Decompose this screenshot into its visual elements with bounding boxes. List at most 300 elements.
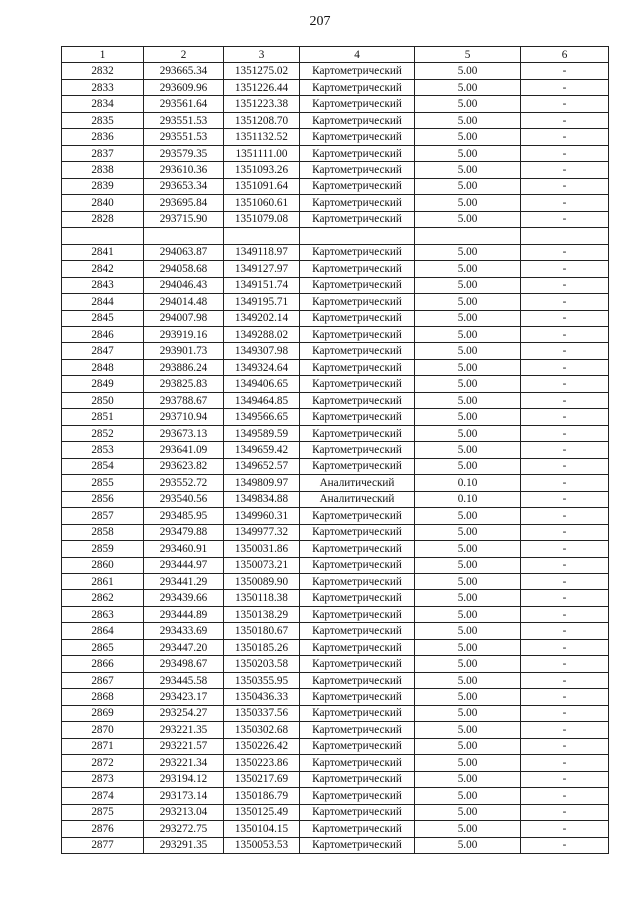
- description-cell: -: [521, 524, 609, 540]
- precision-cell: 0.10: [415, 475, 521, 491]
- point-number-cell: 2848: [62, 359, 144, 375]
- point-number-cell: 2843: [62, 277, 144, 293]
- method-cell: Картометрический: [300, 755, 415, 771]
- table-row: [62, 129, 609, 145]
- point-number-cell: 2852: [62, 425, 144, 441]
- precision-cell: 5.00: [415, 656, 521, 672]
- precision-cell: 5.00: [415, 178, 521, 194]
- precision-cell: 5.00: [415, 590, 521, 606]
- precision-cell: 5.00: [415, 524, 521, 540]
- x-coordinate-cell: 293665.34: [144, 63, 224, 79]
- precision-cell: 5.00: [415, 837, 521, 853]
- y-coordinate-cell: 1351132.52: [224, 129, 300, 145]
- x-coordinate-cell: 293423.17: [144, 689, 224, 705]
- description-cell: -: [521, 96, 609, 112]
- method-cell: Картометрический: [300, 244, 415, 260]
- table-row: [62, 804, 609, 820]
- x-coordinate-cell: 294046.43: [144, 277, 224, 293]
- y-coordinate-cell: 1350031.86: [224, 541, 300, 557]
- method-cell: Картометрический: [300, 656, 415, 672]
- description-cell: -: [521, 557, 609, 573]
- point-number-cell: 2855: [62, 475, 144, 491]
- point-number-cell: 2835: [62, 112, 144, 128]
- description-cell: -: [521, 343, 609, 359]
- method-cell: Картометрический: [300, 557, 415, 573]
- precision-cell: 0.10: [415, 491, 521, 507]
- precision-cell: 5.00: [415, 392, 521, 408]
- precision-cell: 5.00: [415, 755, 521, 771]
- x-coordinate-cell: 293610.36: [144, 162, 224, 178]
- x-coordinate-cell: 293441.29: [144, 574, 224, 590]
- y-coordinate-cell: 1350185.26: [224, 639, 300, 655]
- column-header-method: 4: [300, 47, 415, 63]
- point-number-cell: 2850: [62, 392, 144, 408]
- precision-cell: 5.00: [415, 804, 521, 820]
- point-number-cell: 2867: [62, 672, 144, 688]
- x-coordinate-cell: 293221.57: [144, 738, 224, 754]
- y-coordinate-cell: 1351208.70: [224, 112, 300, 128]
- x-coordinate-cell: 293254.27: [144, 705, 224, 721]
- point-number-cell: 2876: [62, 821, 144, 837]
- method-cell: Картометрический: [300, 821, 415, 837]
- point-number-cell: 2860: [62, 557, 144, 573]
- table-row: [62, 63, 609, 79]
- column-header-y: 3: [224, 47, 300, 63]
- description-cell: -: [521, 606, 609, 622]
- method-cell: Картометрический: [300, 409, 415, 425]
- description-cell: -: [521, 261, 609, 277]
- table-row: [62, 112, 609, 128]
- description-cell: -: [521, 722, 609, 738]
- table-row: [62, 310, 609, 326]
- y-coordinate-cell: 1351223.38: [224, 96, 300, 112]
- y-coordinate-cell: 1349288.02: [224, 326, 300, 342]
- x-coordinate-cell: 294014.48: [144, 294, 224, 310]
- description-cell: -: [521, 541, 609, 557]
- description-cell: -: [521, 376, 609, 392]
- precision-cell: 5.00: [415, 145, 521, 161]
- method-cell: Картометрический: [300, 837, 415, 853]
- precision-cell: 5.00: [415, 79, 521, 95]
- table-row: [62, 524, 609, 540]
- method-cell: Картометрический: [300, 294, 415, 310]
- point-number-cell: 2872: [62, 755, 144, 771]
- point-number-cell: 2836: [62, 129, 144, 145]
- table-row: [62, 178, 609, 194]
- column-header-description: 6: [521, 47, 609, 63]
- table-row: [62, 294, 609, 310]
- description-cell: -: [521, 442, 609, 458]
- point-number-cell: 2868: [62, 689, 144, 705]
- table-row: [62, 837, 609, 853]
- point-number-cell: 2873: [62, 771, 144, 787]
- point-number-cell: 2837: [62, 145, 144, 161]
- table-row: [62, 244, 609, 260]
- method-cell: Картометрический: [300, 359, 415, 375]
- y-coordinate-cell: 1350180.67: [224, 623, 300, 639]
- description-cell: -: [521, 195, 609, 211]
- x-coordinate-cell: 293540.56: [144, 491, 224, 507]
- method-cell: Картометрический: [300, 211, 415, 227]
- y-coordinate-cell: 1351111.00: [224, 145, 300, 161]
- method-cell: Картометрический: [300, 112, 415, 128]
- precision-cell: 5.00: [415, 821, 521, 837]
- y-coordinate-cell: 1350138.29: [224, 606, 300, 622]
- x-coordinate-cell: 293485.95: [144, 508, 224, 524]
- y-coordinate-cell: 1350125.49: [224, 804, 300, 820]
- method-cell: Картометрический: [300, 261, 415, 277]
- y-coordinate-cell: 1349977.32: [224, 524, 300, 540]
- precision-cell: 5.00: [415, 623, 521, 639]
- x-coordinate-cell: 293710.94: [144, 409, 224, 425]
- table-body: [62, 63, 609, 854]
- description-cell: -: [521, 771, 609, 787]
- precision-cell: 5.00: [415, 672, 521, 688]
- table-row: [62, 359, 609, 375]
- description-cell: -: [521, 294, 609, 310]
- precision-cell: 5.00: [415, 541, 521, 557]
- precision-cell: 5.00: [415, 96, 521, 112]
- empty-cell: [521, 228, 609, 244]
- empty-cell: [62, 228, 144, 244]
- x-coordinate-cell: 293641.09: [144, 442, 224, 458]
- description-cell: -: [521, 79, 609, 95]
- y-coordinate-cell: 1350223.86: [224, 755, 300, 771]
- x-coordinate-cell: 293919.16: [144, 326, 224, 342]
- x-coordinate-cell: 293194.12: [144, 771, 224, 787]
- table-row: [62, 343, 609, 359]
- y-coordinate-cell: 1350436.33: [224, 689, 300, 705]
- point-number-cell: 2863: [62, 606, 144, 622]
- y-coordinate-cell: 1349307.98: [224, 343, 300, 359]
- point-number-cell: 2870: [62, 722, 144, 738]
- point-number-cell: 2844: [62, 294, 144, 310]
- method-cell: Картометрический: [300, 508, 415, 524]
- precision-cell: 5.00: [415, 458, 521, 474]
- method-cell: Картометрический: [300, 310, 415, 326]
- y-coordinate-cell: 1349151.74: [224, 277, 300, 293]
- point-number-cell: 2840: [62, 195, 144, 211]
- point-number-cell: 2842: [62, 261, 144, 277]
- method-cell: Картометрический: [300, 129, 415, 145]
- x-coordinate-cell: 293213.04: [144, 804, 224, 820]
- x-coordinate-cell: 293221.34: [144, 755, 224, 771]
- method-cell: Картометрический: [300, 524, 415, 540]
- method-cell: Картометрический: [300, 376, 415, 392]
- x-coordinate-cell: 293291.35: [144, 837, 224, 853]
- precision-cell: 5.00: [415, 343, 521, 359]
- y-coordinate-cell: 1350073.21: [224, 557, 300, 573]
- precision-cell: 5.00: [415, 261, 521, 277]
- empty-cell: [144, 228, 224, 244]
- x-coordinate-cell: 293447.20: [144, 639, 224, 655]
- description-cell: -: [521, 639, 609, 655]
- y-coordinate-cell: 1349659.42: [224, 442, 300, 458]
- method-cell: Аналитический: [300, 475, 415, 491]
- description-cell: -: [521, 326, 609, 342]
- x-coordinate-cell: 293444.89: [144, 606, 224, 622]
- empty-cell: [300, 228, 415, 244]
- y-coordinate-cell: 1350217.69: [224, 771, 300, 787]
- point-number-cell: 2849: [62, 376, 144, 392]
- point-number-cell: 2847: [62, 343, 144, 359]
- x-coordinate-cell: 293825.83: [144, 376, 224, 392]
- description-cell: -: [521, 211, 609, 227]
- y-coordinate-cell: 1350302.68: [224, 722, 300, 738]
- y-coordinate-cell: 1349566.65: [224, 409, 300, 425]
- table-row: [62, 409, 609, 425]
- description-cell: -: [521, 491, 609, 507]
- table-row: [62, 458, 609, 474]
- table-row: [62, 277, 609, 293]
- x-coordinate-cell: 293551.53: [144, 129, 224, 145]
- precision-cell: 5.00: [415, 277, 521, 293]
- column-header-precision: 5: [415, 47, 521, 63]
- precision-cell: 5.00: [415, 129, 521, 145]
- y-coordinate-cell: 1349406.65: [224, 376, 300, 392]
- table-row: [62, 639, 609, 655]
- method-cell: Картометрический: [300, 392, 415, 408]
- method-cell: Картометрический: [300, 574, 415, 590]
- table-row: [62, 541, 609, 557]
- table-row: [62, 326, 609, 342]
- precision-cell: 5.00: [415, 689, 521, 705]
- point-number-cell: 2834: [62, 96, 144, 112]
- point-number-cell: 2865: [62, 639, 144, 655]
- table-row: [62, 96, 609, 112]
- point-number-cell: 2858: [62, 524, 144, 540]
- method-cell: Картометрический: [300, 672, 415, 688]
- method-cell: Картометрический: [300, 705, 415, 721]
- description-cell: -: [521, 409, 609, 425]
- method-cell: Аналитический: [300, 491, 415, 507]
- point-number-cell: 2841: [62, 244, 144, 260]
- description-cell: -: [521, 623, 609, 639]
- x-coordinate-cell: 293673.13: [144, 425, 224, 441]
- x-coordinate-cell: 293433.69: [144, 623, 224, 639]
- description-cell: -: [521, 837, 609, 853]
- table-row: [62, 755, 609, 771]
- point-number-cell: 2832: [62, 63, 144, 79]
- table-row: [62, 788, 609, 804]
- x-coordinate-cell: 293479.88: [144, 524, 224, 540]
- y-coordinate-cell: 1351079.08: [224, 211, 300, 227]
- point-number-cell: 2845: [62, 310, 144, 326]
- description-cell: -: [521, 244, 609, 260]
- precision-cell: 5.00: [415, 359, 521, 375]
- point-number-cell: 2853: [62, 442, 144, 458]
- table-row: [62, 672, 609, 688]
- x-coordinate-cell: 293439.66: [144, 590, 224, 606]
- method-cell: Картометрический: [300, 738, 415, 754]
- table-row: [62, 656, 609, 672]
- header-row: [62, 47, 609, 63]
- point-number-cell: 2839: [62, 178, 144, 194]
- x-coordinate-cell: 293579.35: [144, 145, 224, 161]
- method-cell: Картометрический: [300, 442, 415, 458]
- y-coordinate-cell: 1350355.95: [224, 672, 300, 688]
- table-row: [62, 425, 609, 441]
- y-coordinate-cell: 1349324.64: [224, 359, 300, 375]
- description-cell: -: [521, 821, 609, 837]
- y-coordinate-cell: 1350053.53: [224, 837, 300, 853]
- point-number-cell: 2838: [62, 162, 144, 178]
- precision-cell: 5.00: [415, 788, 521, 804]
- precision-cell: 5.00: [415, 63, 521, 79]
- precision-cell: 5.00: [415, 294, 521, 310]
- y-coordinate-cell: 1349118.97: [224, 244, 300, 260]
- x-coordinate-cell: 293460.91: [144, 541, 224, 557]
- blank-separator-row: [62, 228, 609, 244]
- description-cell: -: [521, 705, 609, 721]
- y-coordinate-cell: 1349960.31: [224, 508, 300, 524]
- description-cell: -: [521, 392, 609, 408]
- method-cell: Картометрический: [300, 788, 415, 804]
- y-coordinate-cell: 1351093.26: [224, 162, 300, 178]
- table-row: [62, 442, 609, 458]
- description-cell: -: [521, 277, 609, 293]
- point-number-cell: 2875: [62, 804, 144, 820]
- table-row: [62, 491, 609, 507]
- method-cell: Картометрический: [300, 195, 415, 211]
- x-coordinate-cell: 293653.34: [144, 178, 224, 194]
- y-coordinate-cell: 1349195.71: [224, 294, 300, 310]
- table-row: [62, 211, 609, 227]
- description-cell: -: [521, 425, 609, 441]
- method-cell: Картометрический: [300, 689, 415, 705]
- y-coordinate-cell: 1349652.57: [224, 458, 300, 474]
- precision-cell: 5.00: [415, 771, 521, 787]
- precision-cell: 5.00: [415, 195, 521, 211]
- point-number-cell: 2828: [62, 211, 144, 227]
- empty-cell: [415, 228, 521, 244]
- method-cell: Картометрический: [300, 178, 415, 194]
- column-header-point: 1: [62, 47, 144, 63]
- table-row: [62, 623, 609, 639]
- method-cell: Картометрический: [300, 458, 415, 474]
- page-number: 207: [309, 14, 331, 29]
- precision-cell: 5.00: [415, 310, 521, 326]
- table-row: [62, 195, 609, 211]
- precision-cell: 5.00: [415, 722, 521, 738]
- x-coordinate-cell: 293623.82: [144, 458, 224, 474]
- method-cell: Картометрический: [300, 639, 415, 655]
- point-number-cell: 2864: [62, 623, 144, 639]
- x-coordinate-cell: 293272.75: [144, 821, 224, 837]
- precision-cell: 5.00: [415, 557, 521, 573]
- column-header-x: 2: [144, 47, 224, 63]
- precision-cell: 5.00: [415, 244, 521, 260]
- method-cell: Картометрический: [300, 63, 415, 79]
- coordinates-table: [61, 46, 609, 854]
- description-cell: -: [521, 310, 609, 326]
- point-number-cell: 2871: [62, 738, 144, 754]
- precision-cell: 5.00: [415, 574, 521, 590]
- table-row: [62, 475, 609, 491]
- table-row: [62, 738, 609, 754]
- y-coordinate-cell: 1351060.61: [224, 195, 300, 211]
- y-coordinate-cell: 1350337.56: [224, 705, 300, 721]
- table-row: [62, 79, 609, 95]
- x-coordinate-cell: 293445.58: [144, 672, 224, 688]
- description-cell: -: [521, 804, 609, 820]
- x-coordinate-cell: 293444.97: [144, 557, 224, 573]
- point-number-cell: 2869: [62, 705, 144, 721]
- y-coordinate-cell: 1350118.38: [224, 590, 300, 606]
- point-number-cell: 2862: [62, 590, 144, 606]
- y-coordinate-cell: 1351275.02: [224, 63, 300, 79]
- empty-cell: [224, 228, 300, 244]
- y-coordinate-cell: 1349589.59: [224, 425, 300, 441]
- x-coordinate-cell: 293886.24: [144, 359, 224, 375]
- x-coordinate-cell: 293173.14: [144, 788, 224, 804]
- y-coordinate-cell: 1349809.97: [224, 475, 300, 491]
- x-coordinate-cell: 293552.72: [144, 475, 224, 491]
- description-cell: -: [521, 162, 609, 178]
- table-row: [62, 261, 609, 277]
- table-row: [62, 705, 609, 721]
- y-coordinate-cell: 1350089.90: [224, 574, 300, 590]
- precision-cell: 5.00: [415, 606, 521, 622]
- y-coordinate-cell: 1351091.64: [224, 178, 300, 194]
- description-cell: -: [521, 359, 609, 375]
- description-cell: -: [521, 508, 609, 524]
- x-coordinate-cell: 293498.67: [144, 656, 224, 672]
- y-coordinate-cell: 1350203.58: [224, 656, 300, 672]
- precision-cell: 5.00: [415, 409, 521, 425]
- precision-cell: 5.00: [415, 738, 521, 754]
- method-cell: Картометрический: [300, 277, 415, 293]
- description-cell: -: [521, 112, 609, 128]
- precision-cell: 5.00: [415, 211, 521, 227]
- point-number-cell: 2866: [62, 656, 144, 672]
- description-cell: -: [521, 738, 609, 754]
- table-row: [62, 590, 609, 606]
- y-coordinate-cell: 1349202.14: [224, 310, 300, 326]
- point-number-cell: 2859: [62, 541, 144, 557]
- table-row: [62, 606, 609, 622]
- y-coordinate-cell: 1351226.44: [224, 79, 300, 95]
- method-cell: Картометрический: [300, 541, 415, 557]
- x-coordinate-cell: 293901.73: [144, 343, 224, 359]
- description-cell: -: [521, 672, 609, 688]
- precision-cell: 5.00: [415, 376, 521, 392]
- table-row: [62, 508, 609, 524]
- method-cell: Картометрический: [300, 145, 415, 161]
- description-cell: -: [521, 755, 609, 771]
- method-cell: Картометрический: [300, 590, 415, 606]
- y-coordinate-cell: 1350186.79: [224, 788, 300, 804]
- description-cell: -: [521, 590, 609, 606]
- y-coordinate-cell: 1350104.15: [224, 821, 300, 837]
- table-row: [62, 722, 609, 738]
- x-coordinate-cell: 293551.53: [144, 112, 224, 128]
- point-number-cell: 2861: [62, 574, 144, 590]
- point-number-cell: 2854: [62, 458, 144, 474]
- x-coordinate-cell: 294063.87: [144, 244, 224, 260]
- method-cell: Картометрический: [300, 162, 415, 178]
- precision-cell: 5.00: [415, 508, 521, 524]
- y-coordinate-cell: 1349464.85: [224, 392, 300, 408]
- description-cell: -: [521, 129, 609, 145]
- point-number-cell: 2846: [62, 326, 144, 342]
- description-cell: -: [521, 145, 609, 161]
- x-coordinate-cell: 293609.96: [144, 79, 224, 95]
- method-cell: Картометрический: [300, 79, 415, 95]
- table-row: [62, 821, 609, 837]
- description-cell: -: [521, 574, 609, 590]
- precision-cell: 5.00: [415, 326, 521, 342]
